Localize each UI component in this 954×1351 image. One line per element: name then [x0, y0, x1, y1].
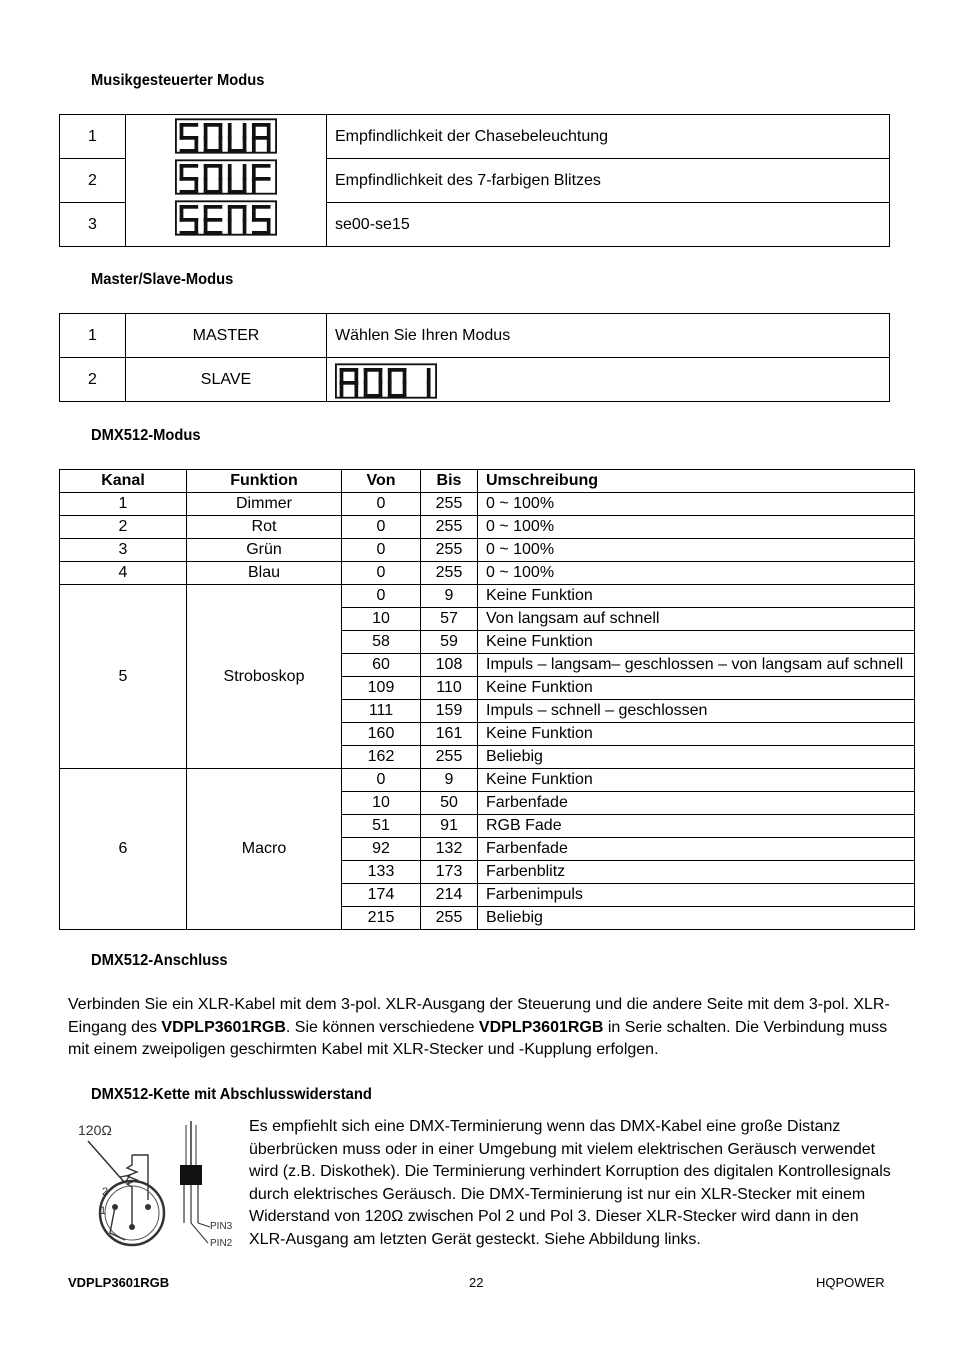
connection-text-3: in Serie schalten. Die Verbindung muss mit einem zweipoligen geschirmten Kabel mit XLR-Stecker und -Kupplung erfolgen. — [68, 1018, 888, 1058]
cell-von: 10 — [342, 608, 421, 631]
cell-von: 51 — [342, 815, 421, 838]
music-mode-table — [59, 114, 890, 247]
dmx-table-body — [60, 493, 915, 930]
cell-bis: 9 — [421, 585, 478, 608]
cell-von: 0 — [342, 769, 421, 792]
cell-von: 0 — [342, 585, 421, 608]
seven-segment-display — [175, 159, 277, 195]
pin2-number: 2 — [102, 1186, 109, 1198]
table-row — [60, 358, 890, 402]
heading-dmx-connection: DMX512-Anschluss — [91, 952, 228, 969]
heading-dmx-mode: DMX512-Modus — [91, 427, 201, 444]
row-description: Empfindlichkeit der Chasebeleuchtung — [327, 115, 890, 159]
connection-text-2: . Sie können verschiedene — [285, 1018, 479, 1036]
table-row — [60, 314, 890, 358]
segment-displays — [126, 118, 326, 236]
pin1-number: 1 — [100, 1205, 107, 1217]
cell-bis: 173 — [421, 861, 478, 884]
connection-paragraph — [68, 994, 898, 1062]
cell-bis: 50 — [421, 792, 478, 815]
heading-dmx-chain: DMX512-Kette mit Abschlusswiderstand — [91, 1086, 372, 1103]
cell-bis: 255 — [421, 907, 478, 930]
cell-von: 0 — [342, 516, 421, 539]
cell-von: 111 — [342, 700, 421, 723]
display-column — [126, 115, 327, 247]
col-header-kanal: Kanal — [60, 470, 187, 493]
table-row — [60, 115, 890, 159]
cell-bis: 255 — [421, 746, 478, 769]
model-name: VDPLP3601RGB — [478, 1018, 604, 1036]
col-header-von: Von — [342, 470, 421, 493]
table-row — [60, 516, 915, 539]
cell-bis: 57 — [421, 608, 478, 631]
cell-von: 92 — [342, 838, 421, 861]
seven-segment-display — [335, 363, 437, 399]
cell-kanal: 3 — [60, 539, 187, 562]
cell-von: 0 — [342, 539, 421, 562]
mode-name: SLAVE — [126, 358, 327, 402]
cell-umschreibung: Von langsam auf schnell — [478, 608, 915, 631]
cell-von: 0 — [342, 562, 421, 585]
cell-umschreibung: Farbenblitz — [478, 861, 915, 884]
cell-bis: 255 — [421, 493, 478, 516]
row-number: 1 — [60, 314, 126, 358]
table-header-row — [60, 470, 915, 493]
cell-funktion: Macro — [187, 769, 342, 930]
cell-bis: 161 — [421, 723, 478, 746]
dmx-channel-table — [59, 469, 915, 930]
xlr-terminator-figure — [70, 1115, 245, 1255]
cell-umschreibung: Keine Funktion — [478, 769, 915, 792]
cell-umschreibung: Keine Funktion — [478, 585, 915, 608]
cell-funktion: Blau — [187, 562, 342, 585]
pin2-label: PIN2 — [210, 1238, 233, 1249]
table-row — [60, 769, 915, 792]
cell-bis: 159 — [421, 700, 478, 723]
table-row — [60, 562, 915, 585]
seven-segment-display — [175, 200, 277, 236]
footer-page-number: 22 — [469, 1275, 484, 1290]
col-header-funktion: Funktion — [187, 470, 342, 493]
cell-umschreibung: Keine Funktion — [478, 631, 915, 654]
footer-model: VDPLP3601RGB — [68, 1275, 170, 1290]
resistor-label: 120Ω — [78, 1122, 112, 1138]
cell-bis: 59 — [421, 631, 478, 654]
cell-bis: 255 — [421, 562, 478, 585]
seven-segment-display — [175, 118, 277, 154]
cell-von: 60 — [342, 654, 421, 677]
cell-funktion: Rot — [187, 516, 342, 539]
row-number: 2 — [60, 358, 126, 402]
cell-umschreibung: Keine Funktion — [478, 677, 915, 700]
cell-kanal: 2 — [60, 516, 187, 539]
cell-bis: 132 — [421, 838, 478, 861]
row-description: se00-se15 — [327, 203, 890, 247]
cell-bis: 91 — [421, 815, 478, 838]
cell-umschreibung: Impuls – schnell – geschlossen — [478, 700, 915, 723]
cell-umschreibung: 0 ~ 100% — [478, 562, 915, 585]
cell-von: 215 — [342, 907, 421, 930]
mode-name: MASTER — [126, 314, 327, 358]
cell-bis: 108 — [421, 654, 478, 677]
cell-von: 0 — [342, 493, 421, 516]
connection-text-1: Verbinden Sie ein XLR-Kabel mit dem 3-pol. XLR-Ausgang der Steuerung und die andere Seite mit dem 3-pol. XLR-Eingang des — [68, 996, 890, 1036]
cell-von: 133 — [342, 861, 421, 884]
cell-bis: 110 — [421, 677, 478, 700]
cell-kanal: 6 — [60, 769, 187, 930]
model-name: VDPLP3601RGB — [161, 1018, 286, 1036]
cell-von: 174 — [342, 884, 421, 907]
row-number: 2 — [60, 159, 126, 203]
cell-umschreibung: RGB Fade — [478, 815, 915, 838]
cell-umschreibung: Farbenimpuls — [478, 884, 915, 907]
table-row — [60, 539, 915, 562]
row-description: Wählen Sie Ihren Modus — [327, 314, 890, 358]
cell-bis: 255 — [421, 516, 478, 539]
cell-umschreibung: Impuls – langsam– geschlossen – von langsam auf schnell — [478, 654, 915, 677]
cell-bis: 255 — [421, 539, 478, 562]
cell-von: 58 — [342, 631, 421, 654]
address-display-cell — [327, 358, 890, 402]
col-header-bis: Bis — [421, 470, 478, 493]
address-display — [335, 361, 889, 399]
cell-von: 162 — [342, 746, 421, 769]
cell-kanal: 1 — [60, 493, 187, 516]
master-slave-table — [59, 313, 890, 402]
cell-von: 160 — [342, 723, 421, 746]
cell-umschreibung: Beliebig — [478, 746, 915, 769]
heading-music-mode: Musikgesteuerter Modus — [91, 72, 265, 89]
table-row — [60, 585, 915, 608]
cell-umschreibung: Beliebig — [478, 907, 915, 930]
cell-umschreibung: 0 ~ 100% — [478, 539, 915, 562]
cell-bis: 9 — [421, 769, 478, 792]
cell-bis: 214 — [421, 884, 478, 907]
cell-kanal: 5 — [60, 585, 187, 769]
chain-paragraph: Es empfiehlt sich eine DMX-Terminierung wenn das DMX-Kabel eine große Distanz überbrücken muss oder in einer Umgebung mit vielem elektrischen Geräusch verwendet wird (z.B. Diskothek). Die Terminierung verhindert Korruption des digitalen Kontrollesignals durch elektrisches Geräusch. Die DMX-Terminierung ist nur ein XLR-Stecker mit einem Widerstand von 120Ω zwischen Pol 2 und Pol 3. Dieser XLR-Stecker wird dann in den XLR-Ausgang am letzten Gerät gesteckt. Siehe Abbildung links. — [249, 1118, 891, 1248]
footer-brand: HQPOWER — [816, 1275, 885, 1290]
row-number: 1 — [60, 115, 126, 159]
cell-umschreibung: Farbenfade — [478, 792, 915, 815]
cell-funktion: Stroboskop — [187, 585, 342, 769]
cell-funktion: Dimmer — [187, 493, 342, 516]
heading-master-slave: Master/Slave-Modus — [91, 271, 234, 288]
cell-von: 109 — [342, 677, 421, 700]
cell-umschreibung: Farbenfade — [478, 838, 915, 861]
cell-umschreibung: 0 ~ 100% — [478, 516, 915, 539]
table-row — [60, 493, 915, 516]
cell-umschreibung: 0 ~ 100% — [478, 493, 915, 516]
cell-funktion: Grün — [187, 539, 342, 562]
col-header-umschreibung: Umschreibung — [478, 470, 915, 493]
pin3-label: PIN3 — [210, 1221, 233, 1232]
cell-kanal: 4 — [60, 562, 187, 585]
row-description: Empfindlichkeit des 7-farbigen Blitzes — [327, 159, 890, 203]
cell-von: 10 — [342, 792, 421, 815]
cell-umschreibung: Keine Funktion — [478, 723, 915, 746]
row-number: 3 — [60, 203, 126, 247]
